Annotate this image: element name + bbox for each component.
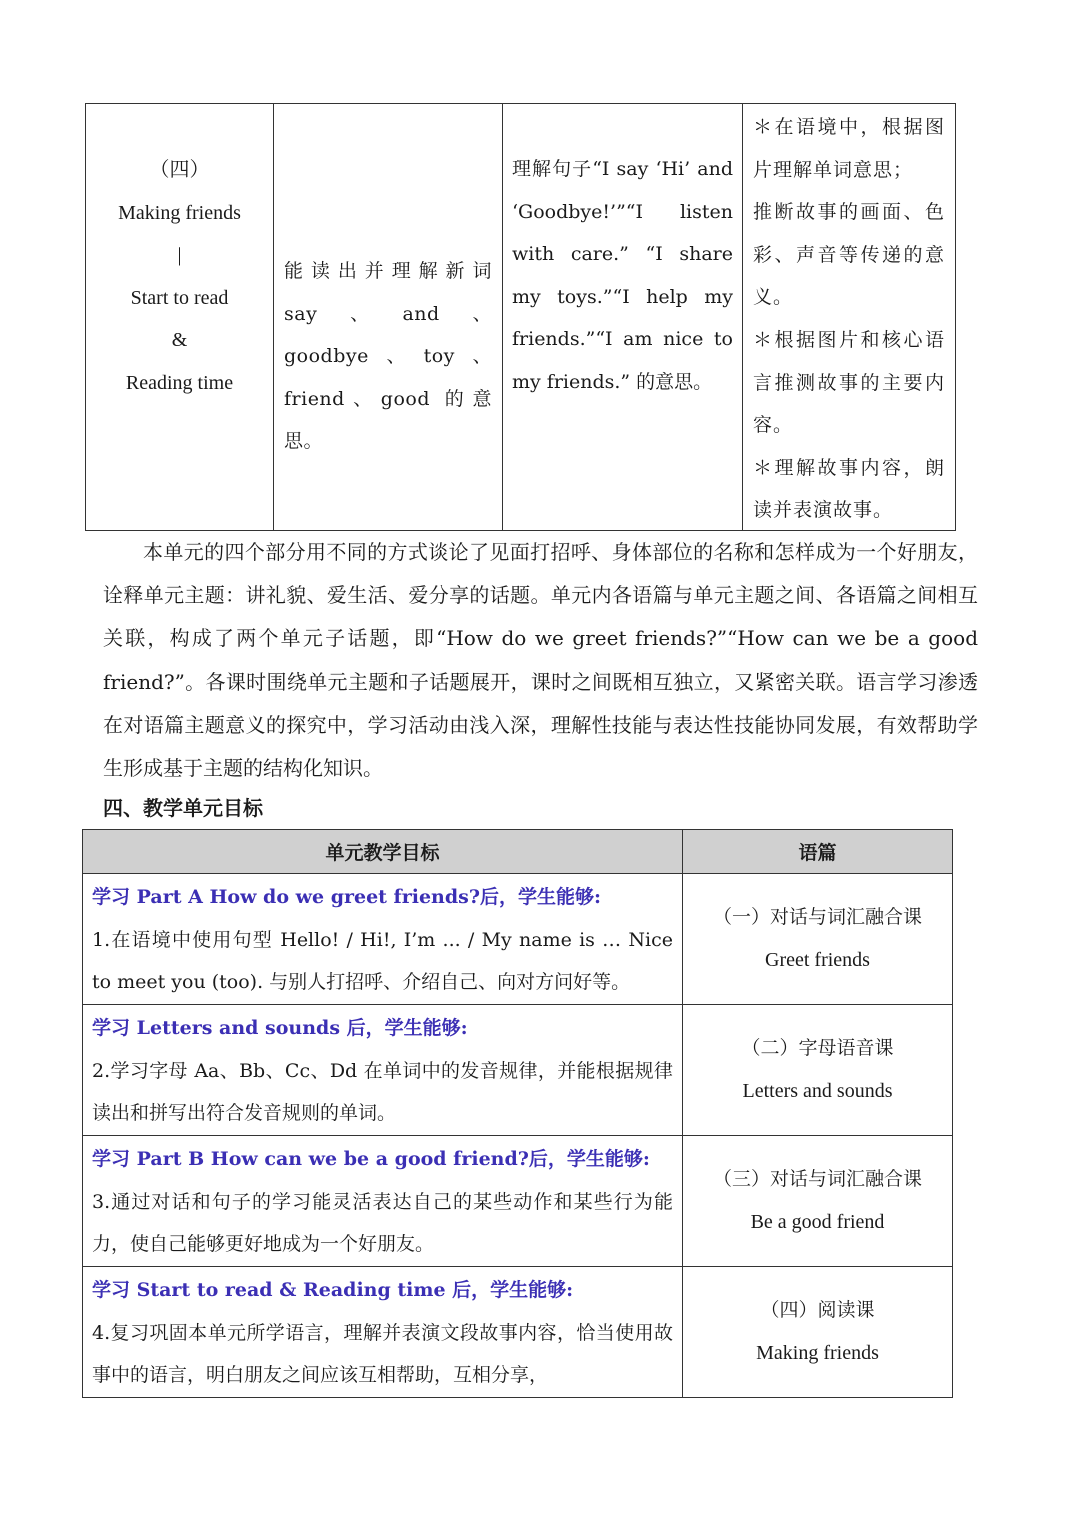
goal-heading: 学习 Letters and sounds 后，学生能够:: [92, 1017, 468, 1039]
lesson-part-a: Start to read: [130, 286, 229, 309]
goal-cell: [83, 874, 683, 1005]
goal-text: 3.通过对话和句子的学习能灵活表达自己的某些动作和某些行为能力，使自己能够更好地成为一个好朋友。: [92, 1190, 673, 1256]
vocabulary-goal-cell: [274, 104, 503, 530]
unit-goals-table: [82, 829, 953, 1398]
unit-summary-paragraph: [103, 531, 978, 790]
text-type-cell: [683, 1267, 953, 1398]
skill-item-4: ＊理解故事内容，朗读并表演故事。: [753, 456, 945, 522]
text-type-en: Greet friends: [765, 949, 870, 971]
goals-header-row: [83, 830, 953, 874]
table-row: [83, 1005, 953, 1136]
lesson-title: Making friends: [118, 201, 241, 224]
table-row: [83, 874, 953, 1005]
goal-cell: [83, 1005, 683, 1136]
header-text-type: 语篇: [683, 830, 953, 874]
skill-item-1: ＊在语境中，根据图片理解单词意思；: [753, 116, 945, 181]
sentence-goal-cell: [503, 104, 743, 530]
lesson-ampersand: &: [171, 329, 188, 352]
text-type-cell: [683, 1005, 953, 1136]
text-type-en: Letters and sounds: [742, 1080, 893, 1102]
sentence-goal-text: 理解句子“I say ‘Hi’ and ‘Goodbye!’”“I listen with care.” “I share my toys.”“I help my friends.”“I am nice to my friends.” 的意思。: [512, 158, 733, 393]
goal-text: 1.在语境中使用句型 Hello! / Hi!, I’m ... / My name is … Nice to meet you (too). 与别人打招呼、介绍自己、向对方问好等。: [92, 928, 673, 994]
text-type-cn: （四）阅读课: [760, 1299, 875, 1321]
goal-cell: [83, 1267, 683, 1398]
goal-heading: 学习 Start to read & Reading time 后，学生能够:: [92, 1279, 574, 1301]
table-row: [83, 1267, 953, 1398]
section-heading: 四、教学单元目标: [103, 796, 263, 820]
goal-text: 4.复习巩固本单元所学语言，理解并表演文段故事内容，恰当使用故事中的语言，明白朋友之间应该互相帮助，互相分享，: [92, 1321, 673, 1387]
text-type-cell: [683, 1136, 953, 1267]
skill-item-3: ＊根据图片和核心语言推测故事的主要内容。: [753, 328, 945, 437]
goal-cell: [83, 1136, 683, 1267]
header-goals: 单元教学目标: [83, 830, 683, 874]
goal-text: 2.学习字母 Aa、Bb、Cc、Dd 在单词中的发音规律，并能根据规律读出和拼写出符合发音规则的单词。: [92, 1059, 673, 1125]
text-type-en: Making friends: [756, 1342, 879, 1364]
text-type-cn: （二）字母语音课: [741, 1037, 894, 1059]
vocabulary-goal-text: 能读出并理解新词say、and、goodbye、toy、friend、good 的意思。: [284, 260, 492, 453]
reading-skill-cell: [743, 104, 955, 530]
text-type-en: Be a good friend: [750, 1211, 885, 1233]
table-row: [83, 1136, 953, 1267]
goal-heading: 学习 Part A How do we greet friends?后，学生能够:: [92, 886, 601, 908]
text-type-cell: [683, 874, 953, 1005]
text-type-cn: （三）对话与词汇融合课: [712, 1168, 922, 1190]
lesson-title-cell: [86, 104, 274, 530]
lesson-number: （四）: [149, 159, 210, 181]
goal-heading: 学习 Part B How can we be a good friend?后，学生能够:: [92, 1148, 650, 1170]
lesson-separator: |: [177, 244, 182, 267]
unit-summary-text: 本单元的四个部分用不同的方式谈论了见面打招呼、身体部位的名称和怎样成为一个好朋友，诠释单元主题：讲礼貌、爱生活、爱分享的话题。单元内各语篇与单元主题之间、各语篇之间相互关联，构成了两个单元子话题，即“How do we greet friends?”“How can we be a good friend?”。各课时围绕单元主题和子话题展开，课时之间既相互独立，又紧密关联。语言学习渗透在对语篇主题意义的探究中，学习活动由浅入深，理解性技能与表达性技能协同发展，有效帮助学生形成基于主题的结构化知识。: [103, 540, 978, 781]
text-type-cn: （一）对话与词汇融合课: [712, 906, 922, 928]
lesson-table: [85, 103, 956, 531]
skill-item-2: 推断故事的画面、色彩、声音等传递的意义。: [753, 201, 945, 309]
lesson-part-b: Reading time: [125, 371, 234, 394]
